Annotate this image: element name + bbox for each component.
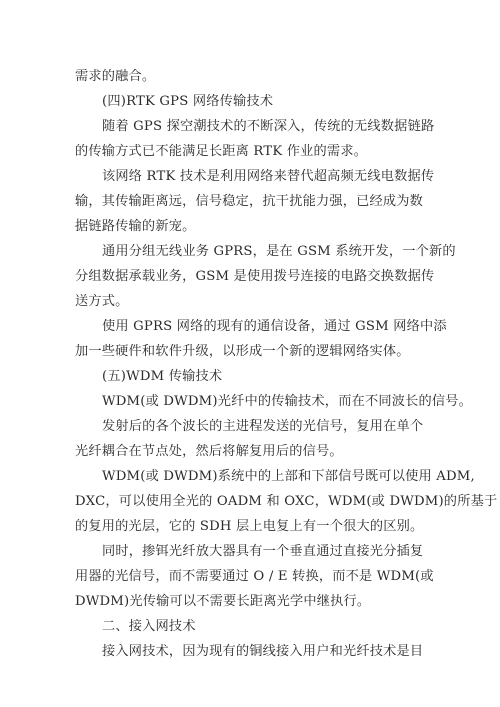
- text-line: DXC，可以使用全光的 OADM 和 OXC，WDM(或 DWDM)的所基于: [75, 494, 498, 509]
- text-line: 据链路传输的新宠。: [75, 219, 196, 234]
- section-heading-access-network: 二、接入网技术: [102, 619, 196, 634]
- text-line: DWDM)光传输可以不需要长距离光学中继执行。: [75, 594, 371, 609]
- text-line: 发射后的各个波长的主进程发送的光信号，复用在单个: [102, 419, 424, 434]
- text-line: 随着 GPS 探空潮技术的不断深入，传统的无线数据链路: [102, 119, 435, 134]
- text-line: 加一些硬件和软件升级，以形成一个新的逻辑网络实体。: [75, 344, 410, 359]
- text-line: 分组数据承载业务，GSM 是使用拨号连接的电路交换数据传: [75, 269, 435, 284]
- text-line: 通用分组无线业务 GPRS，是在 GSM 系统开发，一个新的: [102, 244, 456, 259]
- text-line: WDM(或 DWDM)光纤中的传输技术，而在不同波长的信号。: [102, 394, 473, 409]
- text-line: 使用 GPRS 网络的现有的通信设备，通过 GSM 网络中添: [102, 319, 447, 334]
- text-line: 该网络 RTK 技术是利用网络来替代超高频无线电数据传: [102, 169, 435, 184]
- text-line: 同时，掺铒光纤放大器具有一个垂直通过直接光分插复: [102, 544, 424, 559]
- text-line: 输，其传输距离远，信号稳定，抗干扰能力强，已经成为数: [75, 194, 424, 209]
- text-line: 需求的融合。: [75, 69, 156, 84]
- text-line: 用器的光信号，而不需要通过 O / E 转换，而不是 WDM(或: [75, 569, 434, 584]
- text-line: 送方式。: [75, 294, 129, 309]
- section-heading-rtk-gps: (四)RTK GPS 网络传输技术: [102, 94, 274, 109]
- text-line: 光纤耦合在节点处，然后将解复用后的信号。: [75, 444, 343, 459]
- text-line: WDM(或 DWDM)系统中的上部和下部信号既可以使用 ADM,: [102, 469, 475, 484]
- text-line: 的复用的光层，它的 SDH 层上电复上有一个很大的区别。: [75, 519, 424, 534]
- section-heading-wdm: (五)WDM 传输技术: [102, 369, 223, 384]
- text-line: 的传输方式已不能满足长距离 RTK 作业的需求。: [75, 144, 368, 159]
- text-line: 接入网技术，因为现有的铜线接入用户和光纤技术是目: [102, 644, 424, 659]
